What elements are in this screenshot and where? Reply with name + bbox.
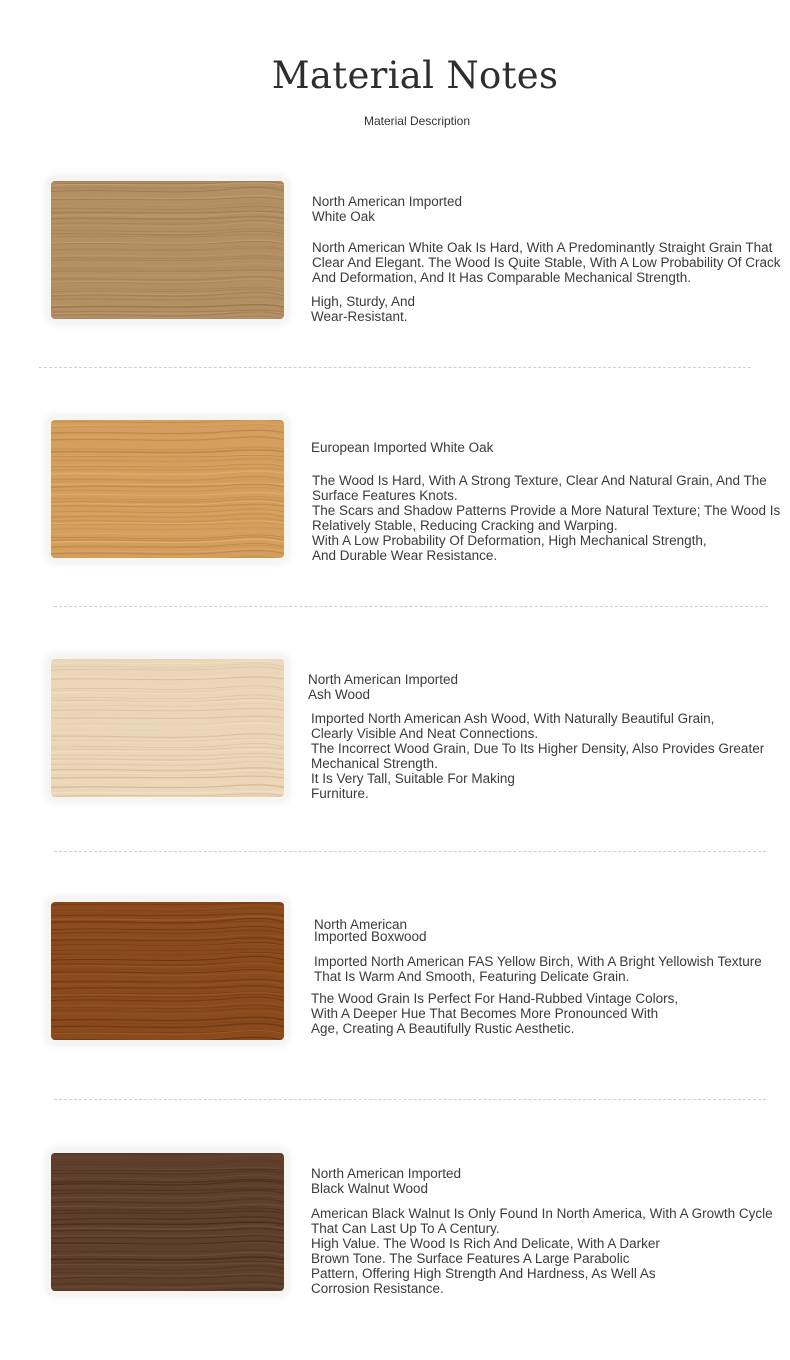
european-oak-swatch-icon	[51, 420, 284, 558]
material-name: North American Imported White Oak	[312, 194, 463, 224]
ash-wood-swatch-image	[51, 659, 284, 797]
material-name: European Imported White Oak	[311, 440, 494, 455]
material-description: Imported North American Ash Wood, With Naturally Beautiful Grain, Clearly Visible And Neat Connections. The Incorrect Wood Grain, Due To Its Higher Density, Also Provides Greater Mechanical Strength. It Is Very Tall, Suitable For Making Furniture.	[311, 711, 765, 801]
section-divider	[54, 606, 768, 607]
boxwood-swatch-image	[51, 902, 284, 1040]
white-oak-swatch-image	[51, 181, 284, 319]
material-description: North American White Oak Is Hard, With A Predominantly Straight Grain That Clear And Elegant. The Wood Is Quite Stable, With A Low Probability Of Crack And Deformation, And It Has Comparable Mechanical Strength.	[312, 240, 781, 285]
page-subtitle: Material Description	[363, 114, 471, 128]
material-description: Imported North American FAS Yellow Birch, With A Bright Yellowish Texture That Is Warm And Smooth, Featuring Delicate Grain.	[314, 954, 762, 984]
material-highlight: The Wood Grain Is Perfect For Hand-Rubbed Vintage Colors, With A Deeper Hue That Becomes More Pronounced With Age, Creating A Beautifully Rustic Aesthetic.	[311, 991, 679, 1036]
black-walnut-swatch-icon	[51, 1153, 284, 1291]
material-description: American Black Walnut Is Only Found In North America, With A Growth Cycle That Can Last Up To A Century. High Value. The Wood Is Rich And Delicate, With A Darker Brown Tone. The Surface Features A Large Parabolic Pattern, Offering High Strength And Hardness, As Well As Corrosion Resistance.	[311, 1206, 773, 1296]
european-oak-swatch-image	[51, 420, 284, 558]
boxwood-swatch-icon	[51, 902, 284, 1040]
section-divider	[39, 367, 751, 368]
section-divider	[54, 1099, 766, 1100]
material-name: North American Imported Black Walnut Wood	[311, 1166, 462, 1196]
white-oak-swatch-icon	[51, 181, 284, 319]
material-highlight: High, Sturdy, And Wear-Resistant.	[311, 294, 416, 324]
ash-wood-swatch-icon	[51, 659, 284, 797]
material-name: North American Imported Ash Wood	[308, 672, 459, 702]
black-walnut-swatch-image	[51, 1153, 284, 1291]
material-description: The Wood Is Hard, With A Strong Texture, Clear And Natural Grain, And The Surface Features Knots. The Scars and Shadow Patterns Provide a More Natural Texture; The Wood Is Relatively Stable, Reducing Cracking and Warping. With A Low Probability Of Deformation, High Mechanical Strength, And Durable Wear Resistance.	[312, 473, 781, 563]
page-title: Material Notes	[271, 54, 559, 97]
material-name: North American Imported Boxwood	[314, 917, 427, 944]
section-divider	[54, 851, 766, 852]
